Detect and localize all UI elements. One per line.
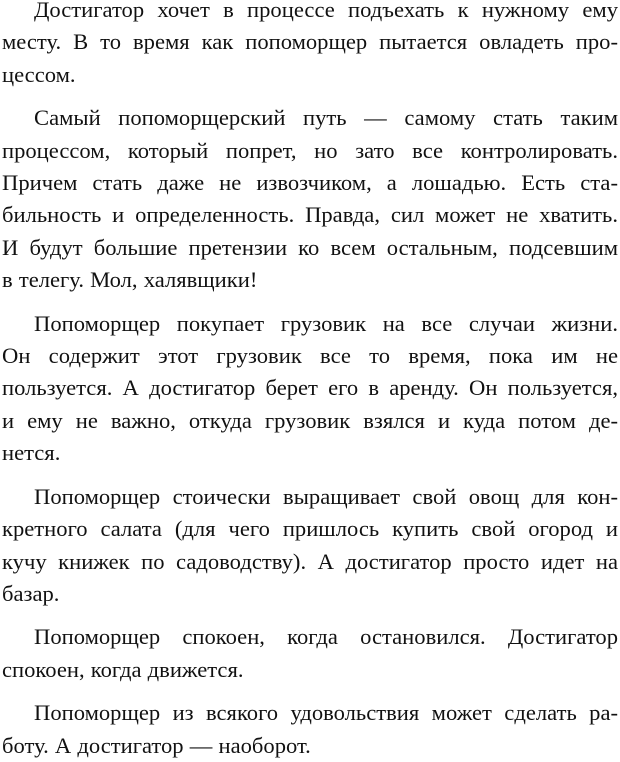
text-line: Он содержит этот грузовик все то время, пока им не (2, 343, 618, 369)
text-line: Попоморщер стоически выращивает свой овощ для кон- (34, 483, 618, 509)
paragraph-4 (0, 481, 620, 611)
paragraph-gap (0, 297, 620, 308)
paragraph-2 (0, 102, 620, 296)
paragraph-6 (0, 697, 620, 762)
text-line: спокоен, когда движется. (2, 656, 244, 682)
text-line: базар. (2, 580, 60, 606)
paragraph-3 (0, 308, 620, 470)
text-line: пользуется. А достигатор берет его в аренду. Он пользуется, (2, 375, 618, 401)
text-line: Самый попоморщерский путь — самому стать таким (34, 105, 618, 131)
text-line: Попоморщер спокоен, когда остановился. Достигатор (34, 624, 618, 650)
text-line: И будут большие претензии ко всем остальным, подсевшим (2, 234, 618, 260)
paragraph-gap (0, 91, 620, 102)
text-line: месту. В то время как попоморщер пытается овладеть про- (2, 29, 618, 55)
paragraph-1 (0, 0, 620, 91)
text-line: в телегу. Мол, халявщики! (2, 267, 258, 293)
text-line: нется. (2, 440, 61, 466)
text-line: бильность и определенность. Правда, сил может не хватить. (2, 202, 618, 228)
text-line: Попоморщер из всякого удовольствия может сделать ра- (34, 700, 618, 726)
text-line: боту. А достигатор — наоборот. (2, 732, 311, 758)
paragraph-gap (0, 610, 620, 621)
paragraph-5 (0, 621, 620, 686)
text-line: Попоморщер покупает грузовик на все случаи жизни. (34, 310, 618, 336)
text-line: кучу книжек по садоводству). А достигатор просто идет на (2, 548, 618, 574)
paragraph-gap (0, 686, 620, 697)
text-line: цессом. (2, 61, 76, 87)
paragraph-gap (0, 470, 620, 481)
text-line: кретного салата (для чего пришлось купить свой огород и (2, 516, 618, 542)
text-line: и ему не важно, откуда грузовик взялся и куда потом де- (2, 407, 618, 433)
text-line: процессом, который попрет, но зато все контролировать. (2, 137, 618, 163)
text-line: Причем стать даже не извозчиком, а лошадью. Есть ста- (2, 170, 618, 196)
text-line: Достигатор хочет в процессе подъехать к нужному ему (34, 0, 618, 22)
